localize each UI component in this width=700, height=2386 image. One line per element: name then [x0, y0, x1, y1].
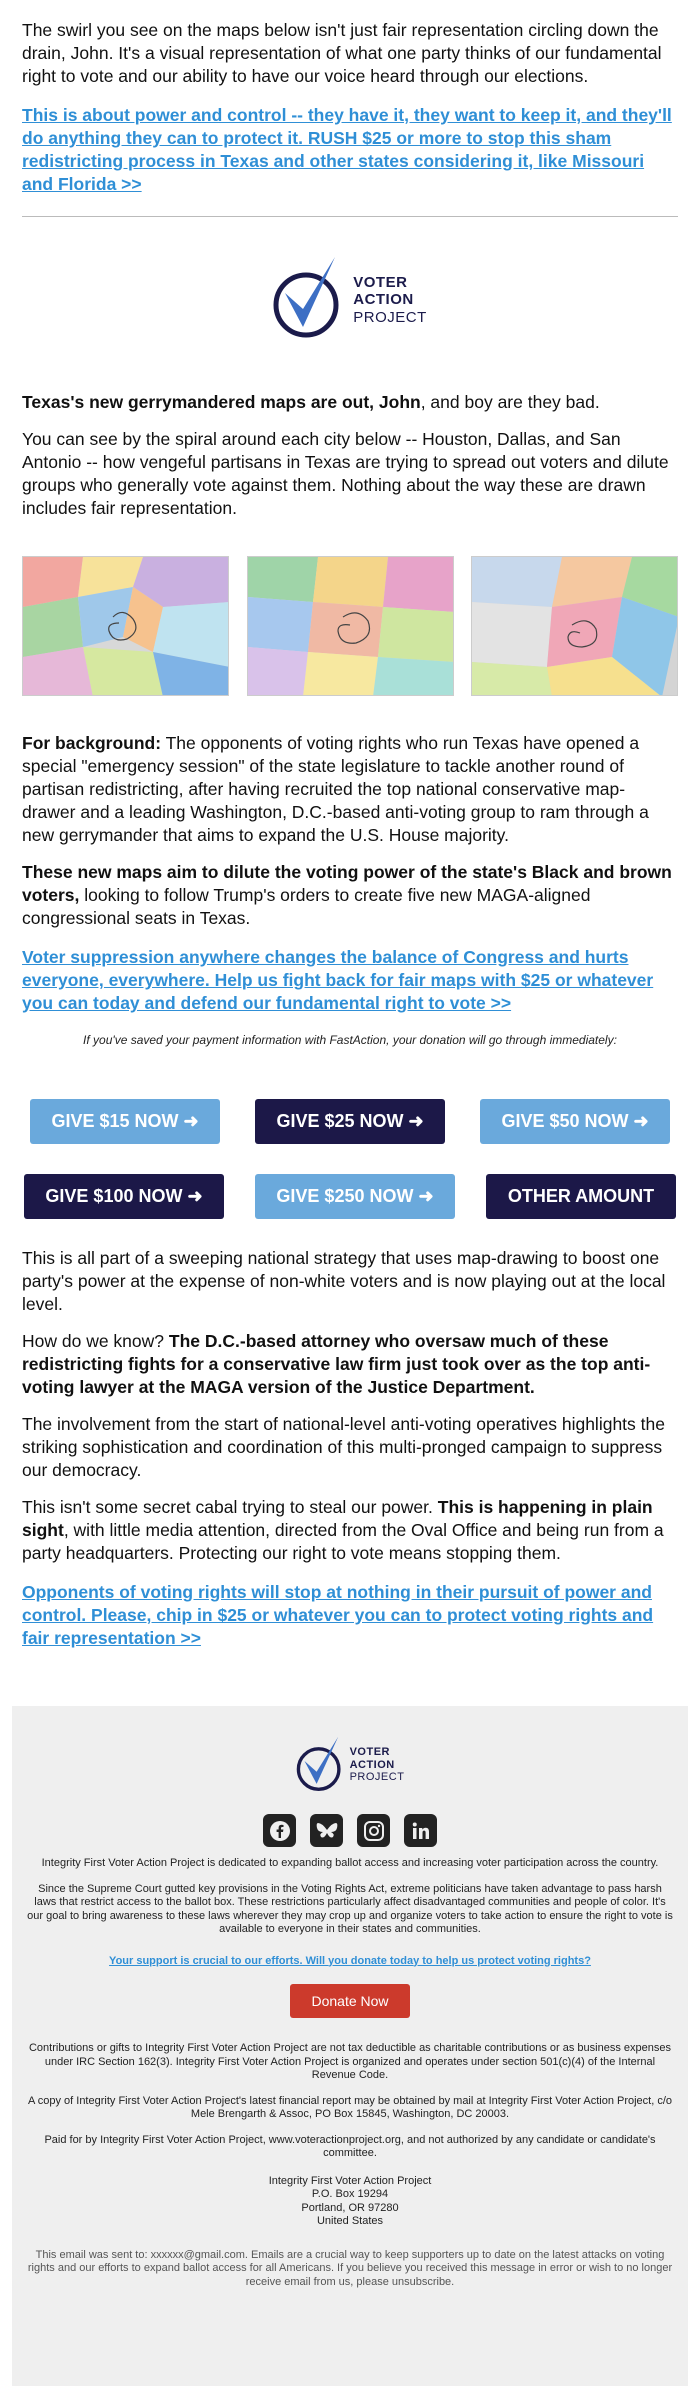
footer-address-line: P.O. Box 19294	[311, 2188, 389, 2200]
footer-mission: Integrity First Voter Action Project is dedicated to expanding ballot access and increasing voter participation across the country.	[41, 1857, 659, 1869]
plain-sight-paragraph: This isn't some secret cabal trying to steal our power. This is happening in plain sight, with little media attention, directed from the Oval Office and being run from a party headquarters. Protecting our right to vote means stopping them.	[22, 1497, 664, 1563]
footer-logo-line-project: PROJECT	[349, 1771, 405, 1784]
other-amount-button[interactable]: OTHER AMOUNT	[486, 1174, 676, 1219]
give-25-button[interactable]: GIVE $25 NOW ➜	[255, 1099, 445, 1144]
bluesky-icon[interactable]	[310, 1814, 343, 1847]
give-250-button[interactable]: GIVE $250 NOW ➜	[255, 1174, 455, 1219]
dallas-map-image	[247, 556, 454, 696]
footer-address	[26, 2175, 674, 2229]
background-paragraph: For background: The opponents of voting rights who run Texas have opened a special "emergency session" of the state legislature to tackle another round of partisan redistricting, after having recruited the top national conservative map-drawer and a leading Washington, D.C.-based anti-voting group to ram through a new gerrymander that aims to expand the U.S. House majority.	[22, 733, 649, 845]
donate-now-button[interactable]: Donate Now	[290, 1984, 410, 2018]
footer-logo-line-action: ACTION	[349, 1758, 395, 1771]
intro-paragraph: The swirl you see on the maps below isn't just fair representation circling down the drain, John. It's a visual representation of what one party thinks of our fundamental right to vote and our ability to have our voice heard through our elections.	[22, 20, 662, 86]
footer-support-link[interactable]: Your support is crucial to our efforts. Will you donate today to help us protect voting rights?	[109, 1954, 591, 1967]
chip-in-donate-link[interactable]: Opponents of voting rights will stop at nothing in their pursuit of power and control. Please, chip in $25 or whatever you can to protect voting rights and fair representation >>	[22, 1582, 654, 1648]
logo-line-project: PROJECT	[353, 308, 427, 326]
give-15-button[interactable]: GIVE $15 NOW ➜	[30, 1099, 220, 1144]
instagram-icon[interactable]	[357, 1814, 390, 1847]
fastaction-note: If you've saved your payment information with FastAction, your donation will go through immediately:	[83, 1033, 617, 1047]
linkedin-icon[interactable]	[404, 1814, 437, 1847]
spiral-paragraph: You can see by the spiral around each city below -- Houston, Dallas, and San Antonio -- how vengeful partisans in Texas are trying to spread out voters and dilute groups who generally vote against them. Nothing about the way these are drawn includes fair representation.	[22, 429, 669, 518]
logo-line-voter: VOTER	[353, 274, 408, 292]
give-50-button[interactable]: GIVE $50 NOW ➜	[480, 1099, 670, 1144]
footer-sent-notice: This email was sent to: xxxxxx@gmail.com. Emails are a crucial way to keep supporters up to date on the latest attacks on voting rights and our efforts to expand ballot access for all Americans. If you believe you received this message in error or wish to no longer receive email from us, please unsubscribe.	[27, 2248, 673, 2288]
social-links	[26, 1814, 674, 1847]
logo-line-action: ACTION	[353, 291, 414, 309]
attorney-paragraph: How do we know? The D.C.-based attorney who oversaw much of these redistricting fights for a conservative law firm just took over as the top anti-voting lawyer at the MAGA version of the Justice Department.	[22, 1331, 651, 1397]
give-100-button[interactable]: GIVE $100 NOW ➜	[24, 1174, 224, 1219]
donation-buttons-row-2	[22, 1174, 678, 1219]
fair-maps-donate-link[interactable]: Voter suppression anywhere changes the balance of Congress and hurts everyone, everywhere. Help us fight back for fair maps with $25 or whatever you can today and defend our fundamental right to vote >>	[22, 947, 654, 1013]
voter-action-project-logo	[22, 253, 678, 339]
dilute-paragraph: These new maps aim to dilute the voting power of the state's Black and brown voters, looking to follow Trump's orders to create five new MAGA-aligned congressional seats in Texas.	[22, 862, 672, 928]
footer-support-link-wrap	[26, 1955, 674, 1969]
lead-paragraph: Texas's new gerrymandered maps are out, John, and boy are they bad.	[22, 392, 600, 412]
footer-paid-for: Paid for by Integrity First Voter Action Project, www.voteractionproject.org, and not authorized by any candidate or candidate's committee.	[44, 2133, 656, 2159]
strategy-paragraph: This is all part of a sweeping national strategy that uses map-drawing to boost one party's power at the expense of non-white voters and is now playing out at the local level.	[22, 1248, 666, 1314]
footer	[12, 1706, 688, 2386]
checkmark-logo-icon	[273, 253, 343, 339]
footer-address-line: United States	[316, 2215, 384, 2227]
operatives-paragraph: The involvement from the start of national-level anti-voting operatives highlights the striking sophistication and coordination of this multi-pronged campaign to suppress our democracy.	[22, 1414, 665, 1480]
footer-address-line: Portland, OR 97280	[301, 2201, 399, 2214]
footer-checkmark-logo-icon	[296, 1734, 344, 1792]
facebook-icon[interactable]	[263, 1814, 296, 1847]
intro-donate-link[interactable]: This is about power and control -- they have it, they want to keep it, and they'll do anything they can to protect it. RUSH $25 or more to stop this sham redistricting process in Texas and other states considering it, like Missouri and Florida >>	[22, 105, 672, 194]
footer-since: Since the Supreme Court gutted key provisions in the Voting Rights Act, extreme politicians have taken advantage to pass harsh laws that restrict access to the ballot box. These restrictions particularly affect disadvantaged communities and people of color. It's our goal to bring awareness to these laws wherever they may crop up and organize voters to take action to ensure the right to vote is available to everyone in their states and communities.	[27, 1882, 673, 1935]
footer-address-line: Integrity First Voter Action Project	[268, 2174, 432, 2187]
donation-buttons-row-1	[22, 1099, 678, 1144]
san-antonio-map-image	[471, 556, 678, 696]
footer-logo-line-voter: VOTER	[349, 1746, 390, 1759]
footer-financial-report: A copy of Integrity First Voter Action Project's latest financial report may be obtained by mail at Integrity First Voter Action Project, c/o Mele Brengarth & Assoc, PO Box 15845, Washington, DC 20003.	[27, 2094, 673, 2120]
footer-logo	[26, 1706, 674, 1792]
divider	[22, 216, 678, 217]
map-gallery	[22, 556, 678, 696]
footer-tax-disclaimer: Contributions or gifts to Integrity First Voter Action Project are not tax deductible as charitable contributions or as business expenses under IRC Section 162(3). Integrity First Voter Action Project is organized and operates under section 501(c)(4) of the Internal Revenue Code.	[28, 2042, 671, 2081]
houston-map-image	[22, 556, 229, 696]
